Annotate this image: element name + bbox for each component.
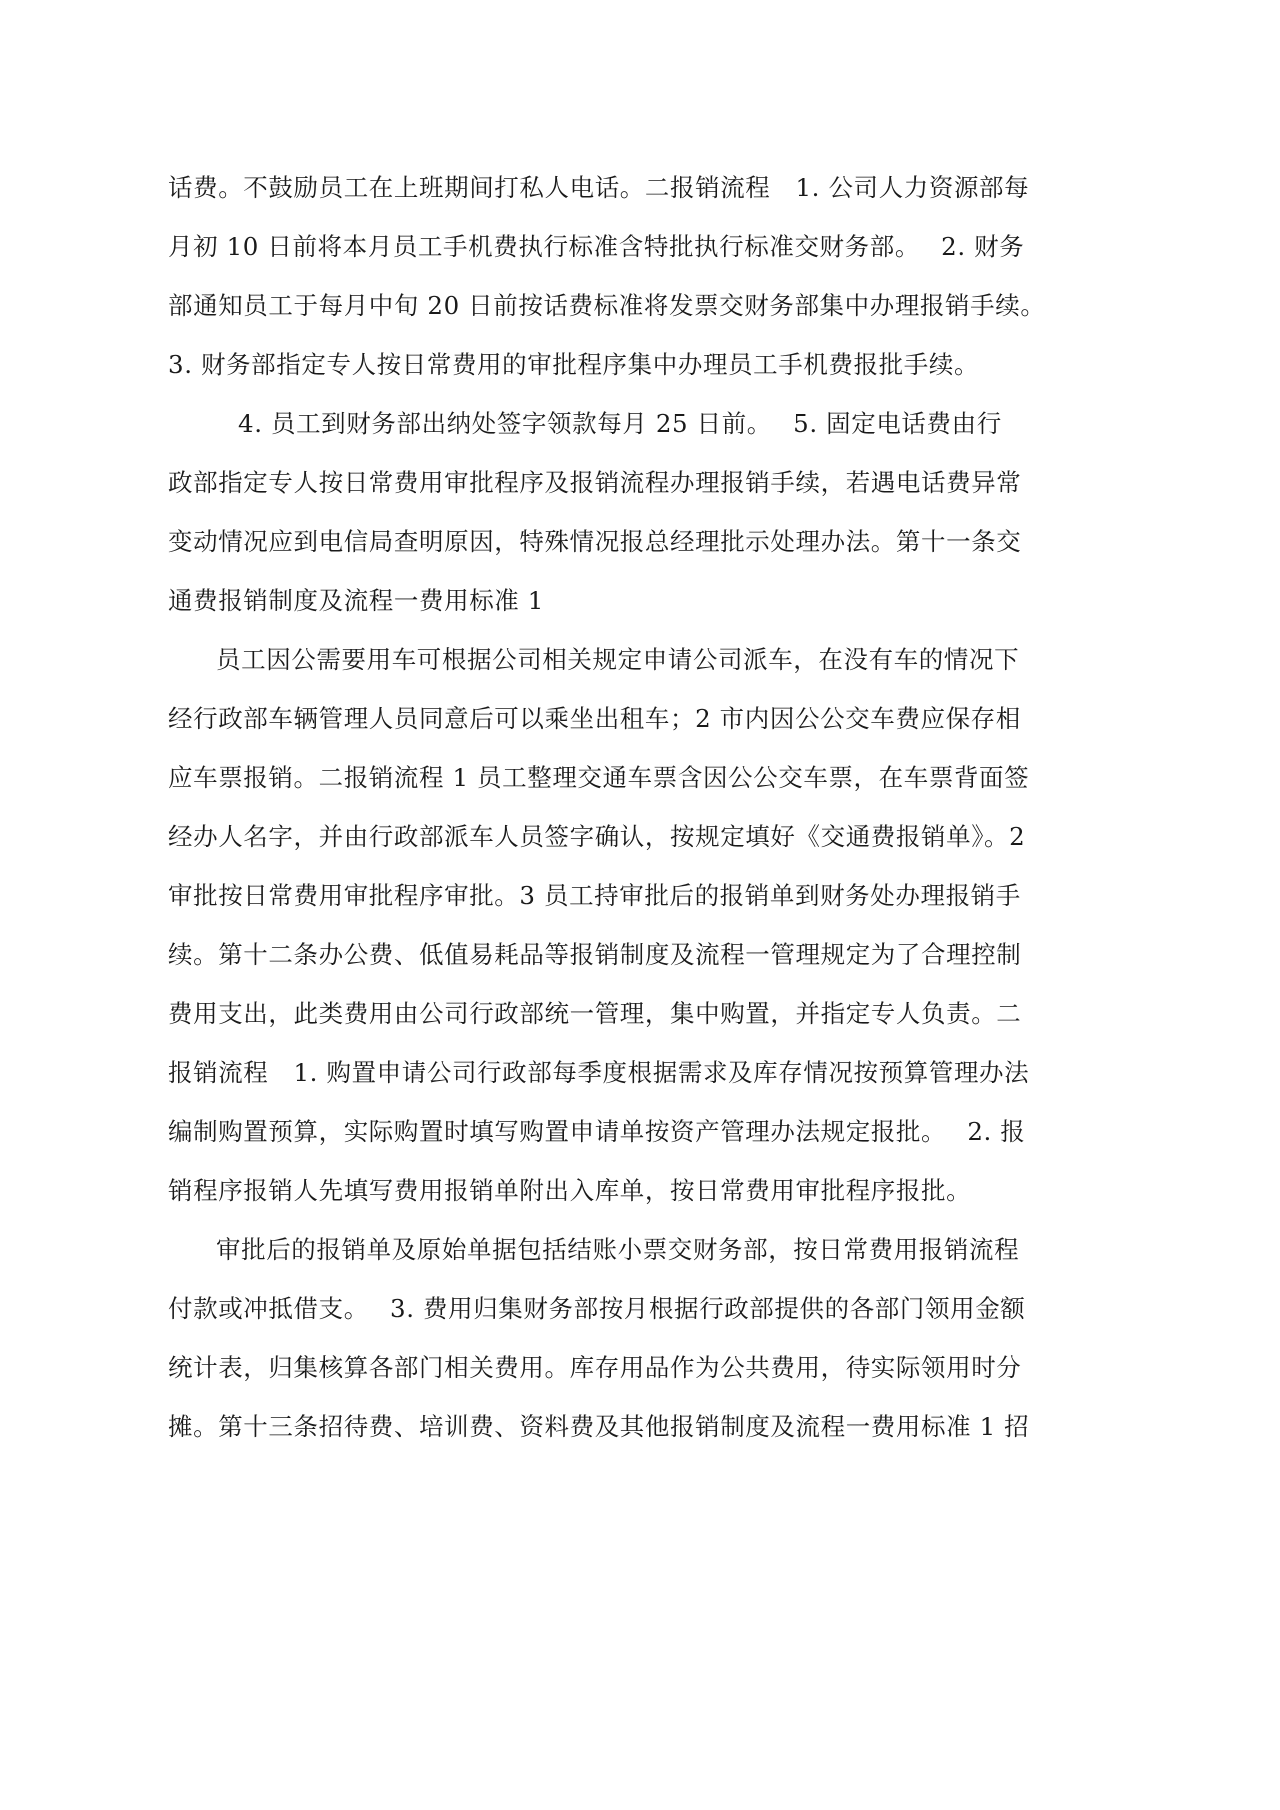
- text-line: 经行政部车辆管理人员同意后可以乘坐出租车；2 市内因公公交车费应保存相: [168, 704, 1021, 733]
- text-line: 审批后的报销单及原始单据包括结账小票交财务部，按日常费用报销流程: [216, 1235, 1020, 1264]
- text-line: 编制购置预算，实际购置时填写购置申请单按资产管理办法规定报批。 2. 报: [168, 1117, 1026, 1146]
- text-line: 报销流程 1. 购置申请公司行政部每季度根据需求及库存情况按预算管理办法: [168, 1058, 1030, 1087]
- text-line: 政部指定专人按日常费用审批程序及报销流程办理报销手续，若遇电话费异常: [168, 468, 1022, 497]
- text-line: 应车票报销。二报销流程 1 员工整理交通车票含因公公交车票，在车票背面签: [168, 763, 1030, 792]
- text-line: 员工因公需要用车可根据公司相关规定申请公司派车，在没有车的情况下: [216, 645, 1020, 674]
- text-line: 摊。第十三条招待费、培训费、资料费及其他报销制度及流程一费用标准 1 招: [168, 1412, 1030, 1441]
- text-line: 经办人名字，并由行政部派车人员签字确认，按规定填好《交通费报销单》。2: [168, 822, 1026, 851]
- text-line: 续。第十二条办公费、低值易耗品等报销制度及流程一管理规定为了合理控制: [168, 940, 1022, 969]
- text-line: 审批按日常费用审批程序审批。3 员工持审批后的报销单到财务处办理报销手: [168, 881, 1021, 910]
- text-line: 部通知员工于每月中旬 20 日前按话费标准将发票交财务部集中办理报销手续。: [168, 291, 1046, 320]
- text-line: 变动情况应到电信局查明原因，特殊情况报总经理批示处理办法。第十一条交: [168, 527, 1022, 556]
- text-line: 费用支出，此类费用由公司行政部统一管理，集中购置，并指定专人负责。二: [168, 999, 1022, 1028]
- text-line: 3. 财务部指定专人按日常费用的审批程序集中办理员工手机费报批手续。: [168, 350, 980, 379]
- text-line: 通费报销制度及流程一费用标准 1: [168, 586, 544, 615]
- text-line: 付款或冲抵借支。 3. 费用归集财务部按月根据行政部提供的各部门领用金额: [168, 1294, 1026, 1323]
- text-line: 话费。不鼓励员工在上班期间打私人电话。二报销流程 1. 公司人力资源部每: [168, 173, 1030, 202]
- text-line: 4. 员工到财务部出纳处签字领款每月 25 日前。 5. 固定电话费由行: [238, 409, 1002, 438]
- text-line: 月初 10 日前将本月员工手机费执行标准含特批执行标准交财务部。 2. 财务: [168, 232, 1025, 261]
- text-line: 统计表，归集核算各部门相关费用。库存用品作为公共费用，待实际领用时分: [168, 1353, 1022, 1382]
- text-line: 销程序报销人先填写费用报销单附出入库单，按日常费用审批程序报批。: [168, 1176, 972, 1205]
